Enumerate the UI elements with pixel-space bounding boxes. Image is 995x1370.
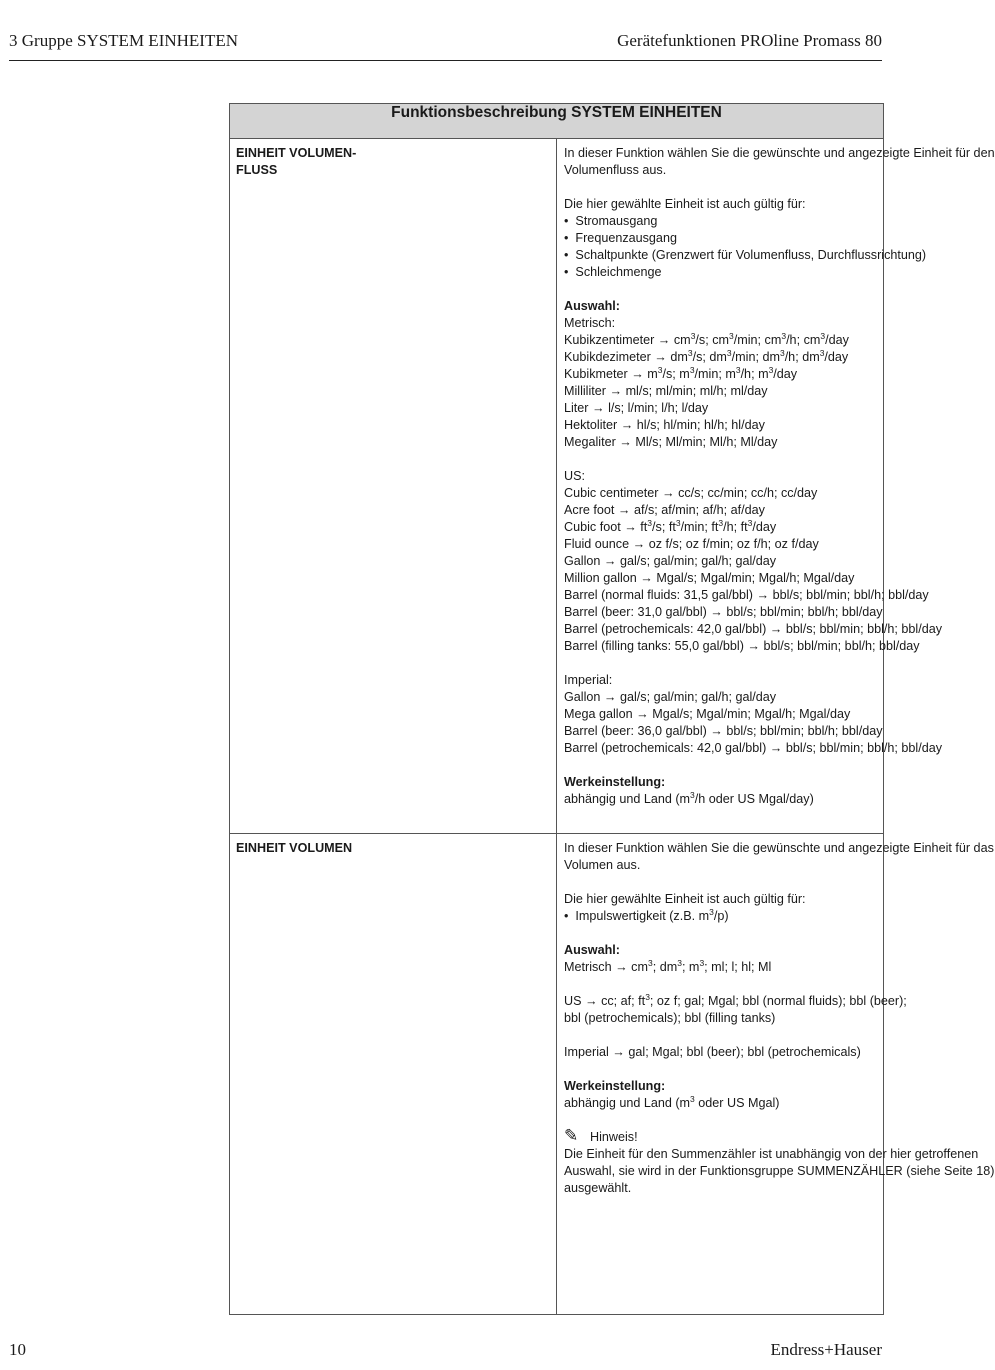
imperial-selection-block	[564, 1044, 877, 1061]
list-item: • Impulswertigkeit (z.B. $m^3/p$)	[564, 907, 729, 923]
unit-option: Barrel (normal fluids: 31,5 gal/bbl) → bbl/s; bbl/min; bbl/h; bbl/day	[564, 588, 929, 602]
unit-option: bbl (petrochemicals); bbl (filling tanks)	[564, 1011, 776, 1025]
unit-option: Gallon → gal/s; gal/min; gal/h; gal/day	[564, 690, 777, 704]
unit-option: Barrel (filling tanks: 55,0 gal/bbl) → bbl/s; bbl/min; bbl/h; bbl/day	[564, 639, 920, 653]
list-item: • Frequenzausgang	[564, 231, 677, 245]
unit-option: Acre foot → af/s; af/min; af/h; af/day	[564, 503, 765, 517]
unit-option: Barrel (beer: 31,0 gal/bbl) → bbl/s; bbl/min; bbl/h; bbl/day	[564, 605, 883, 619]
function-name-line: EINHEIT VOLUMEN-	[236, 146, 357, 160]
table-header-row	[230, 104, 884, 139]
note-line: Auswahl, sie wird in der Funktionsgruppe SUMMENZÄHLER (siehe Seite 18)	[564, 1164, 995, 1178]
unit-option: Mega gallon → Mgal/s; Mgal/min; Mgal/h; Mgal/day	[564, 707, 851, 721]
unit-option: Barrel (petrochemicals: 42,0 gal/bbl) → bbl/s; bbl/min; bbl/h; bbl/day	[564, 741, 942, 755]
imperial-label: Imperial:	[564, 673, 613, 687]
unit-option: Hektoliter → hl/s; hl/min; hl/h; hl/day	[564, 418, 765, 432]
running-header-title: Gerätefunktionen PROline Promass 80	[617, 31, 882, 50]
metric-selection-block	[564, 298, 877, 451]
brand-logo: Endress+Hauser	[770, 1340, 882, 1359]
function-description-cell	[557, 139, 995, 834]
note-block	[564, 1126, 995, 1197]
valid-for-block	[564, 196, 927, 281]
default-label: Werkeinstellung:	[564, 775, 666, 789]
table-row	[230, 139, 884, 834]
running-header-section: 3 Gruppe SYSTEM EINHEITEN	[9, 31, 238, 50]
function-name-line: EINHEIT VOLUMEN	[236, 841, 353, 855]
note-line: ausgewählt.	[564, 1181, 632, 1195]
header-rule	[9, 60, 882, 61]
default-setting-block	[564, 774, 877, 808]
default-value: abhängig und Land ($m^3$ oder US Mgal)	[564, 1094, 780, 1110]
note-label: Hinweis!	[590, 1130, 638, 1144]
selection-label: Auswahl:	[564, 943, 620, 957]
intro-line: In dieser Funktion wählen Sie die gewünschte und angezeigte Einheit für das	[564, 841, 994, 855]
imperial-selection-block	[564, 672, 942, 757]
default-setting-block	[564, 1078, 877, 1112]
intro-line: In dieser Funktion wählen Sie die gewünschte und angezeigte Einheit für den	[564, 146, 995, 160]
valid-for-block	[564, 891, 877, 925]
selection-label: Auswahl:	[564, 299, 620, 313]
list-item: • Schaltpunkte (Grenzwert für Volumenfluss, Durchflussrichtung)	[564, 248, 927, 262]
unit-option: Liter → l/s; l/min; l/h; l/day	[564, 401, 709, 415]
valid-for-label: Die hier gewählte Einheit ist auch gültig für:	[564, 197, 806, 211]
function-description-cell	[557, 834, 995, 1315]
intro-paragraph	[564, 840, 994, 874]
list-item: • Schleichmenge	[564, 265, 662, 279]
intro-line: Volumen aus.	[564, 858, 641, 872]
unit-option: Barrel (beer: 36,0 gal/bbl) → bbl/s; bbl/min; bbl/h; bbl/day	[564, 724, 883, 738]
note-heading	[564, 1127, 877, 1146]
metric-selection-block	[564, 942, 877, 976]
table-title: Funktionsbeschreibung SYSTEM EINHEITEN	[230, 104, 884, 139]
intro-paragraph	[564, 145, 995, 179]
note-line: Die Einheit für den Summenzähler ist unabhängig von der hier getroffenen	[564, 1147, 979, 1161]
page-number: 10	[9, 1340, 26, 1359]
function-name-line: FLUSS	[236, 163, 278, 177]
table-row	[230, 834, 884, 1315]
us-selection-block	[564, 992, 907, 1027]
unit-option: Imperial → gal; Mgal; bbl (beer); bbl (petrochemicals)	[564, 1045, 861, 1059]
default-value: abhängig und Land ($m^3/h$ oder US Mgal/day)	[564, 790, 814, 806]
unit-option: Million gallon → Mgal/s; Mgal/min; Mgal/h; Mgal/day	[564, 571, 855, 585]
unit-option: Megaliter → Ml/s; Ml/min; Ml/h; Ml/day	[564, 435, 778, 449]
valid-for-label: Die hier gewählte Einheit ist auch gültig für:	[564, 892, 806, 906]
unit-option: Fluid ounce → oz f/s; oz f/min; oz f/h; oz f/day	[564, 537, 819, 551]
metric-label: Metrisch:	[564, 316, 616, 330]
pencil-icon: ✎	[564, 1126, 579, 1145]
us-selection-block	[564, 468, 942, 655]
unit-option: Cubic centimeter → cc/s; cc/min; cc/h; cc/day	[564, 486, 818, 500]
unit-option: Milliliter → ml/s; ml/min; ml/h; ml/day	[564, 384, 768, 398]
function-name-cell	[230, 139, 557, 834]
unit-option: Kubikmeter → $m^3/s$; $m^3/\min$; $m^3/h$; $m^3$/day	[564, 365, 798, 381]
unit-option: Cubic foot → $ft^3/s$; $ft^3/\min$; $ft^3/h$; $ft^3$/day	[564, 518, 777, 534]
intro-line: Volumenfluss aus.	[564, 163, 667, 177]
unit-option: Barrel (petrochemicals: 42,0 gal/bbl) → bbl/s; bbl/min; bbl/h; bbl/day	[564, 622, 942, 636]
unit-option: Gallon → gal/s; gal/min; gal/h; gal/day	[564, 554, 777, 568]
unit-option: US → cc; af; $ft^3$; oz f; gal; Mgal; bbl (normal fluids); bbl (beer);	[564, 992, 907, 1008]
unit-option: Metrisch → $cm^3$; $dm^3$; $m^3$; ml; l; hl; Ml	[564, 958, 772, 974]
function-name-cell	[230, 834, 557, 1315]
default-label: Werkeinstellung:	[564, 1079, 666, 1093]
function-description-table	[229, 103, 995, 1315]
unit-option: Kubikdezimeter → $dm^3/s$; $dm^3/\min$; $dm^3/h$; $dm^3$/day	[564, 348, 849, 364]
us-label: US:	[564, 469, 585, 483]
list-item: • Stromausgang	[564, 214, 658, 228]
unit-option: Kubikzentimeter → $cm^3/s$; $cm^3/\min$; $cm^3/h$; $cm^3$/day	[564, 331, 849, 347]
